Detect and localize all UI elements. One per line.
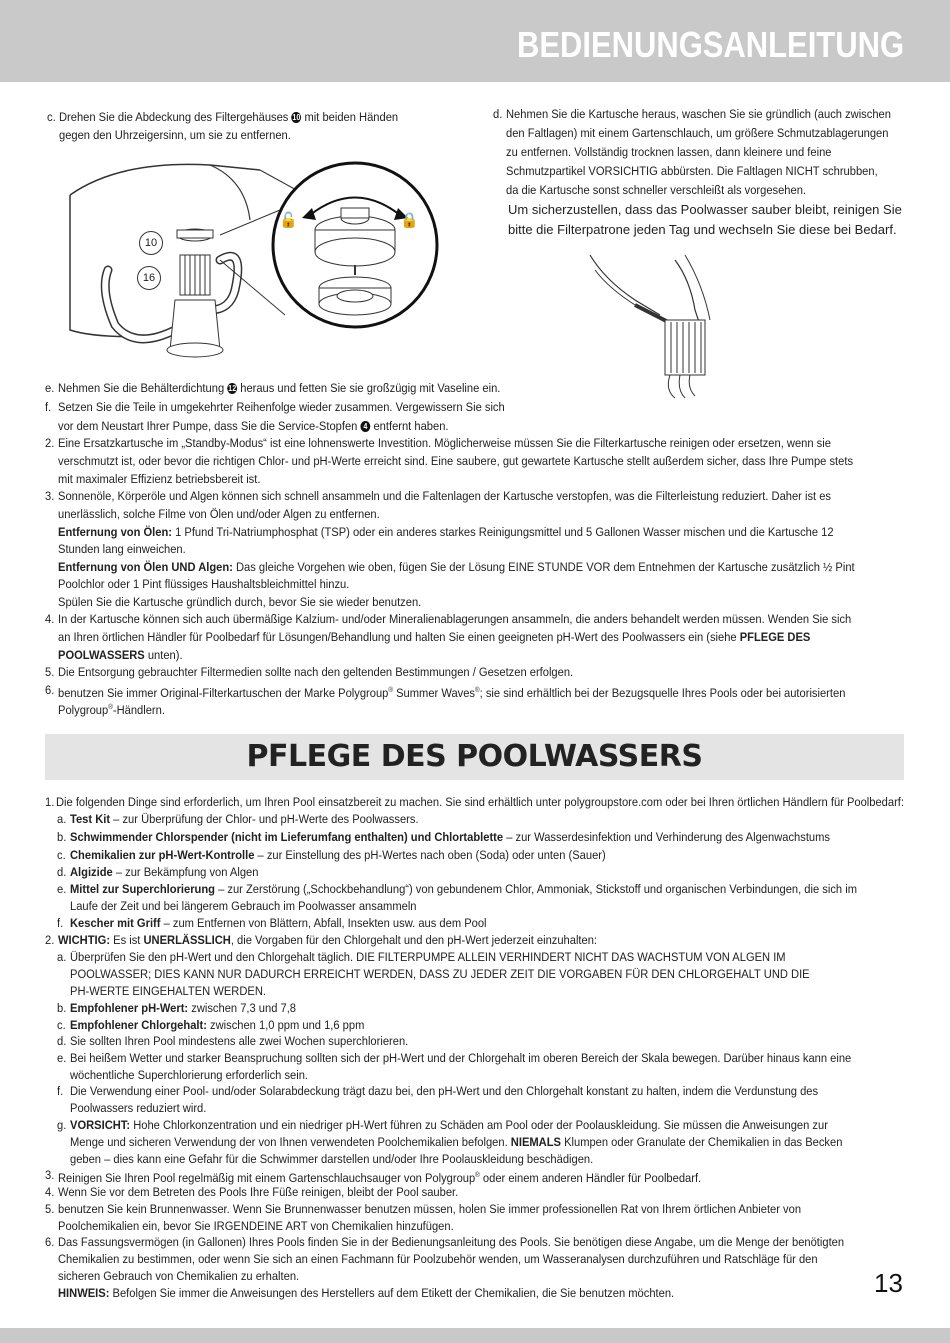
care-1f-text: Kescher mit Griff – zum Entfernen von Blättern, Abfall, Insekten usw. aus dem Pool [70, 916, 487, 930]
care-2g-line-3: geben – dies kann eine Gefahr für die Schwimmer darstellen und/oder Ihre Poolauskleidung beschädigen. [70, 1152, 594, 1166]
care-note: HINWEIS: Befolgen Sie immer die Anweisungen des Herstellers auf dem Etikett der Chemikalien, die Sie benutzen möchten. [58, 1286, 675, 1300]
care-6-line-1: Das Fassungsvermögen (in Gallonen) Ihres Pools finden Sie in der Bedienungsanleitung des Pools. Sie benötigen diese Angabe, um die Menge der benötigten [58, 1235, 845, 1249]
care-3-text: Reinigen Sie Ihren Pool regelmäßig mit einem Gartenschlauchsauger von Polygroup® oder einem anderen Händler für Poolbedarf. [58, 1171, 702, 1186]
care-2g-line-1: VORSICHT: Hohe Chlorkonzentration und ein niedriger pH-Wert führen zu Schäden am Pool oder der Poolauskleidung. Sie müssen die Anweisungen zur [70, 1118, 828, 1132]
care-2g-label: g. [57, 1118, 67, 1132]
care-2e-line-1: Bei heißem Wetter und starker Beanspruchung sollten sich der pH-Wert und der Chlorgehalt im oberen Bereich der Skala bewegen. Darüber hinaus kann eine [70, 1051, 852, 1065]
lock-icon: 🔒 [400, 212, 419, 229]
step-d-tip-1: Um sicherzustellen, dass das Poolwasser sauber bleibt, reinigen Sie [508, 202, 902, 217]
step-d-label: d. [493, 107, 503, 121]
care-2e-label: e. [57, 1051, 67, 1065]
care-2f-label: f. [57, 1084, 64, 1098]
care-1e-label: e. [57, 882, 67, 896]
care-6-line-3: sicheren Gebrauch von Chemikalien zu erhalten. [58, 1269, 300, 1283]
care-1e-text: Mittel zur Superchlorierung – zur Zerstörung („Schockbehandlung“) von gebundenem Chlor, Ammoniak, Stickstoff und organischen Verbindungen, die sich im [70, 882, 857, 896]
care-4-text: Wenn Sie vor dem Betreten des Pools Ihre Füße reinigen, bleibt der Pool sauber. [58, 1185, 459, 1199]
manual-title: BEDIENUNGSANLEITUNG [516, 24, 904, 65]
step-c-label: c. [47, 110, 56, 124]
care-1a-text: Test Kit – zur Überprüfung der Chlor- und pH-Werte des Poolwassers. [70, 812, 419, 826]
page-number: 13 [874, 1268, 903, 1298]
care-2f-line-1: Die Verwendung einer Pool- und/oder Solarabdeckung trägt dazu bei, den pH-Wert und den Chlorgehalt konstant zu halten, indem die Verdunstung des [70, 1084, 819, 1098]
care-5-line-1: benutzen Sie kein Brunnenwasser. Wenn Sie Brunnenwasser benutzen müssen, holen Sie immer professionellen Rat von Ihrem örtlichen Anbieter von [58, 1202, 802, 1216]
callout-16-badge: 16 [137, 266, 161, 290]
care-1b-label: b. [57, 830, 67, 844]
item-3-oil-2: Stunden lang einweichen. [58, 542, 186, 556]
header-bar [0, 0, 950, 82]
step-c-text: Drehen Sie die Abdeckung des Filtergehäuses 10 mit beiden Händen [59, 110, 399, 124]
unlock-icon: 🔓 [279, 212, 298, 229]
step-f-label: f. [45, 400, 52, 414]
cover-zoom-illustration [270, 160, 440, 330]
care-3-num: 3. [45, 1168, 55, 1182]
item-3-oil-1: Entfernung von Ölen: 1 Pfund Tri-Natriumphosphat (TSP) oder ein anderes starkes Reinigungsmittel und 5 Gallonen Wasser mischen und die Kartusche 12 [58, 525, 834, 539]
care-1b-text: Schwimmender Chlorspender (nicht im Lieferumfang enthalten) und Chlortablette – zur Wasserdesinfektion und Verhinderung des Algenwachstums [70, 830, 830, 844]
item-2-line-2: verschmutzt ist, oder bevor die richtigen Chlor- und pH-Werte erreicht sind. Eine saubere, gut gewartete Kartusche stellt außerdem sicher, dass Ihre Pumpe stets [58, 454, 854, 468]
step-d-line-5: da die Kartusche sonst schneller verschleißt als vorgesehen. [506, 183, 807, 197]
step-d-tip-2: bitte die Filterpatrone jeden Tag und wechseln Sie diese bei Bedarf. [508, 222, 897, 237]
step-e-text: Nehmen Sie die Behälterdichtung 12 heraus und fetten Sie sie großzügig mit Vaseline ein. [58, 381, 501, 395]
care-6-line-2: Chemikalien zu bestimmen, oder wenn Sie sich an einen Fachmann für Poolzubehör wenden, um Wasseranalysen durchzuführen und Ratschläge für den [58, 1252, 818, 1266]
care-6-num: 6. [45, 1235, 55, 1249]
step-d-line-3: zu entfernen. Vollständig trocknen lassen, dann kleinere und feine [506, 145, 832, 159]
care-2c-text: Empfohlener Chlorgehalt: zwischen 1,0 ppm und 1,6 ppm [70, 1018, 365, 1032]
item-2-num: 2. [45, 436, 55, 450]
section-header [45, 734, 904, 780]
care-2f-line-2: Poolwassers reduziert wird. [70, 1101, 207, 1115]
callout-12-icon: 12 [228, 384, 237, 393]
care-4-num: 4. [45, 1185, 55, 1199]
item-3-line-1: Sonnenöle, Körperöle und Algen können sich schnell ansammeln und die Faltenlagen der Kartusche verstopfen, was die Filterleistung reduziert. Daher ist es [58, 489, 832, 503]
item-3-line-2: unerlässlich, solche Filme von Ölen und/oder Algen zu entfernen. [58, 507, 380, 521]
care-2a-line-3: PH-WERTE EINGEHALTEN WERDEN. [70, 984, 267, 998]
care-2-num: 2. [45, 933, 55, 947]
step-d-line-2: den Faltlagen) mit einem Gartenschlauch, um größere Schmutzablagerungen [506, 126, 889, 140]
care-1-num: 1. [45, 795, 55, 809]
care-2a-label: a. [57, 950, 67, 964]
care-5-num: 5. [45, 1202, 55, 1216]
section-title: PFLEGE DES POOLWASSERS [246, 739, 703, 774]
item-2-line-1: Eine Ersatzkartusche im „Standby-Modus“ ist eine lohnenswerte Investition. Möglicherweise müssen Sie die Filterkartusche reinigen oder ersetzen, wenn sie [58, 436, 831, 450]
item-2-line-3: mit maximaler Effizienz betriebsbereit ist. [58, 472, 261, 486]
care-2d-label: d. [57, 1034, 67, 1048]
item-3-algae-2: Poolchlor oder 1 Pint flüssiges Haushaltsbleichmittel hinzu. [58, 577, 350, 591]
item-4-line-1: In der Kartusche können sich auch übermäßige Kalzium- und/oder Mineralienablagerungen ansammeln, die anders behandelt werden müssen. Wenden Sie sich [58, 612, 852, 626]
care-1c-label: c. [57, 848, 66, 862]
item-5-num: 5. [45, 665, 55, 679]
care-1a-label: a. [57, 812, 67, 826]
care-1f-label: f. [57, 916, 64, 930]
care-1-text: Die folgenden Dinge sind erforderlich, um Ihren Pool einsatzbereit zu machen. Sie sind erhältlich unter polygroupstore.com oder bei Ihren örtlichen Händlern für Poolbedarf: [56, 795, 904, 809]
step-d-line-1: Nehmen Sie die Kartusche heraus, waschen Sie sie gründlich (auch zwischen [506, 107, 891, 121]
item-3-num: 3. [45, 489, 55, 503]
item-5-text: Die Entsorgung gebrauchter Filtermedien sollte nach den geltenden Bestimmungen / Gesetzen erfolgen. [58, 665, 574, 679]
care-2-text: WICHTIG: Es ist UNERLÄSSLICH, die Vorgaben für den Chlorgehalt und den pH-Wert jederzeit einzuhalten: [58, 933, 598, 947]
callout-4-icon: 4 [360, 421, 370, 432]
care-2b-text: Empfohlener pH-Wert: zwischen 7,3 und 7,8 [70, 1001, 297, 1015]
item-3-algae-1: Entfernung von Ölen UND Algen: Das gleiche Vorgehen wie oben, fügen Sie der Lösung EINE STUNDE VOR dem Entnehmen der Kartusche zusätzlich ½ Pint [58, 560, 855, 574]
care-2e-line-2: wöchentliche Superchlorierung erforderlich sein. [70, 1068, 309, 1082]
step-d-line-4: Schmutzpartikel VORSICHTIG abbürsten. Die Faltlagen NICHT schrubben, [506, 164, 878, 178]
item-6-line-1: benutzen Sie immer Original-Filterkartuschen der Marke Polygroup® Summer Waves®; sie sind erhältlich bei der Bezugsquelle Ihres Pools oder bei autorisierten [58, 686, 846, 701]
item-3-rinse: Spülen Sie die Kartusche gründlich durch, bevor Sie sie wieder benutzen. [58, 595, 422, 609]
item-6-num: 6. [45, 683, 55, 697]
care-2d-text: Sie sollten Ihren Pool mindestens alle zwei Wochen superchlorieren. [70, 1034, 409, 1048]
step-f-text-1: Setzen Sie die Teile in umgekehrter Reihenfolge wieder zusammen. Vergewissern Sie sich [58, 400, 505, 414]
item-4-num: 4. [45, 612, 55, 626]
step-e-label: e. [45, 381, 55, 395]
step-f-text-2: vor dem Neustart Ihrer Pumpe, dass Sie die Service-Stopfen 4 entfernt haben. [58, 419, 449, 433]
rinse-cartridge-illustration [585, 250, 720, 400]
care-1c-text: Chemikalien zur pH-Wert-Kontrolle – zur Einstellung des pH-Wertes nach oben (Soda) oder unten (Sauer) [70, 848, 606, 862]
callout-10-icon: 10 [292, 113, 301, 122]
item-4-line-3: POOLWASSERS unten). [58, 648, 183, 662]
callout-10-badge: 10 [139, 231, 163, 255]
item-6-line-2: Polygroup®-Händlern. [58, 703, 165, 718]
step-c-text-2: gegen den Uhrzeigersinn, um sie zu entfernen. [59, 128, 291, 142]
care-2a-line-1: Überprüfen Sie den pH-Wert und den Chlorgehalt täglich. DIE FILTERPUMPE ALLEIN VERHINDERT NICHT DAS WACHSTUM VON ALGEN IM [70, 950, 786, 964]
care-5-line-2: Poolchemikalien ein, bevor Sie IRGENDEINE ART von Chemikalien hinzufügen. [58, 1219, 454, 1233]
care-2g-line-2: Menge und sicheren Verwendung der von Ihnen verwendeten Poolchemikalien befolgen. NIEMALS Klumpen oder Granulate der Chemikalien in das Becken [70, 1135, 843, 1149]
care-1e-text-2: Laufe der Zeit und bei längerem Gebrauch im Poolwasser ansammeln [70, 899, 417, 913]
footer-bar [0, 1328, 950, 1343]
care-1d-label: d. [57, 865, 67, 879]
care-2c-label: c. [57, 1018, 66, 1032]
item-4-line-2: an Ihren örtlichen Händler für Poolbedarf für Lösungen/Behandlung und halten Sie einen geeigneten pH-Wert des Poolwassers ein (siehe PFLEGE DES [58, 630, 811, 644]
care-1d-text: Algizide – zur Bekämpfung von Algen [70, 865, 259, 879]
care-2b-label: b. [57, 1001, 67, 1015]
care-2a-line-2: POOLWASSER; DIES KANN NUR DADURCH ERREICHT WERDEN, DASS ZU JEDER ZEIT DIE VORGABEN FÜR DEN CHLORGEHALT UND DIE [70, 967, 810, 981]
